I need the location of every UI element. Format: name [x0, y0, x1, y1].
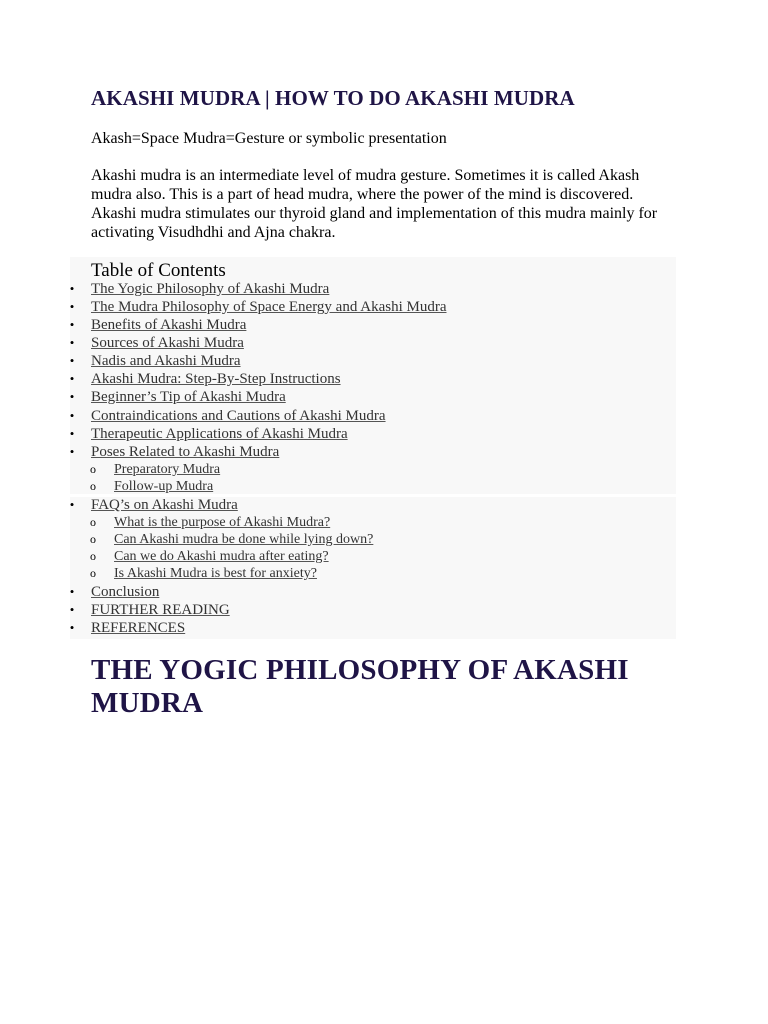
- toc-link-instructions[interactable]: Akashi Mudra: Step-By-Step Instructions: [91, 371, 341, 387]
- bullet-icon: •: [69, 299, 75, 314]
- toc-link-conclusion[interactable]: Conclusion: [91, 584, 160, 600]
- bullet-icon: •: [69, 389, 75, 404]
- bullet-icon: •: [69, 497, 75, 512]
- toc-link-yogic-philosophy[interactable]: The Yogic Philosophy of Akashi Mudra: [91, 281, 330, 297]
- bullet-icon: •: [69, 371, 75, 386]
- toc-link-faq-after-eating[interactable]: Can we do Akashi mudra after eating?: [114, 549, 329, 564]
- toc-link-faq-purpose[interactable]: What is the purpose of Akashi Mudra?: [114, 515, 331, 530]
- bullet-icon: •: [69, 444, 75, 459]
- circle-bullet-icon: o: [90, 549, 96, 563]
- bullet-icon: •: [69, 317, 75, 332]
- toc-link-further-reading[interactable]: FURTHER READING: [91, 602, 230, 618]
- toc-link-references[interactable]: REFERENCES: [91, 620, 186, 636]
- circle-bullet-icon: o: [90, 566, 96, 580]
- bullet-icon: •: [69, 620, 75, 635]
- bullet-icon: •: [69, 426, 75, 441]
- toc-link-space-energy[interactable]: The Mudra Philosophy of Space Energy and Akashi Mudra: [91, 299, 447, 315]
- toc-link-preparatory-mudra[interactable]: Preparatory Mudra: [114, 462, 221, 477]
- bullet-icon: •: [69, 353, 75, 368]
- bullet-icon: •: [69, 602, 75, 617]
- intro-paragraph: Akashi mudra is an intermediate level of mudra gesture. Sometimes it is called Akash mudra also. This is a part of head mudra, where the power of the mind is discovered. Akashi mudra stimulates our thyroid gland and implementation of this mudra mainly for activating Visudhdhi and Ajna chakra.: [91, 167, 658, 241]
- page-title: AKASHI MUDRA | HOW TO DO AKASHI MUDRA: [91, 86, 575, 110]
- bullet-icon: •: [69, 281, 75, 296]
- section-heading: THE YOGIC PHILOSOPHY OF AKASHI MUDRA: [91, 654, 629, 719]
- toc-link-faq-lying-down[interactable]: Can Akashi mudra be done while lying down?: [114, 532, 374, 547]
- toc-link-therapeutic[interactable]: Therapeutic Applications of Akashi Mudra: [91, 426, 348, 442]
- bullet-icon: •: [69, 335, 75, 350]
- toc-link-related-poses[interactable]: Poses Related to Akashi Mudra: [91, 444, 280, 460]
- bullet-icon: •: [69, 408, 75, 423]
- toc-link-benefits[interactable]: Benefits of Akashi Mudra: [91, 317, 247, 333]
- toc-link-faq-anxiety[interactable]: Is Akashi Mudra is best for anxiety?: [114, 566, 317, 581]
- toc-link-contraindications[interactable]: Contraindications and Cautions of Akashi Mudra: [91, 408, 386, 424]
- circle-bullet-icon: o: [90, 515, 96, 529]
- table-of-contents: [70, 257, 676, 639]
- toc-link-nadis[interactable]: Nadis and Akashi Mudra: [91, 353, 241, 369]
- toc-link-beginners-tip[interactable]: Beginner’s Tip of Akashi Mudra: [91, 389, 286, 405]
- toc-link-sources[interactable]: Sources of Akashi Mudra: [91, 335, 244, 351]
- subtitle-line: Akash=Space Mudra=Gesture or symbolic presentation: [91, 130, 447, 147]
- toc-link-faq[interactable]: FAQ’s on Akashi Mudra: [91, 497, 238, 513]
- toc-title: Table of Contents: [91, 260, 226, 281]
- circle-bullet-icon: o: [90, 462, 96, 476]
- bullet-icon: •: [69, 584, 75, 599]
- circle-bullet-icon: o: [90, 532, 96, 546]
- toc-link-follow-up-mudra[interactable]: Follow-up Mudra: [114, 479, 214, 494]
- circle-bullet-icon: o: [90, 479, 96, 493]
